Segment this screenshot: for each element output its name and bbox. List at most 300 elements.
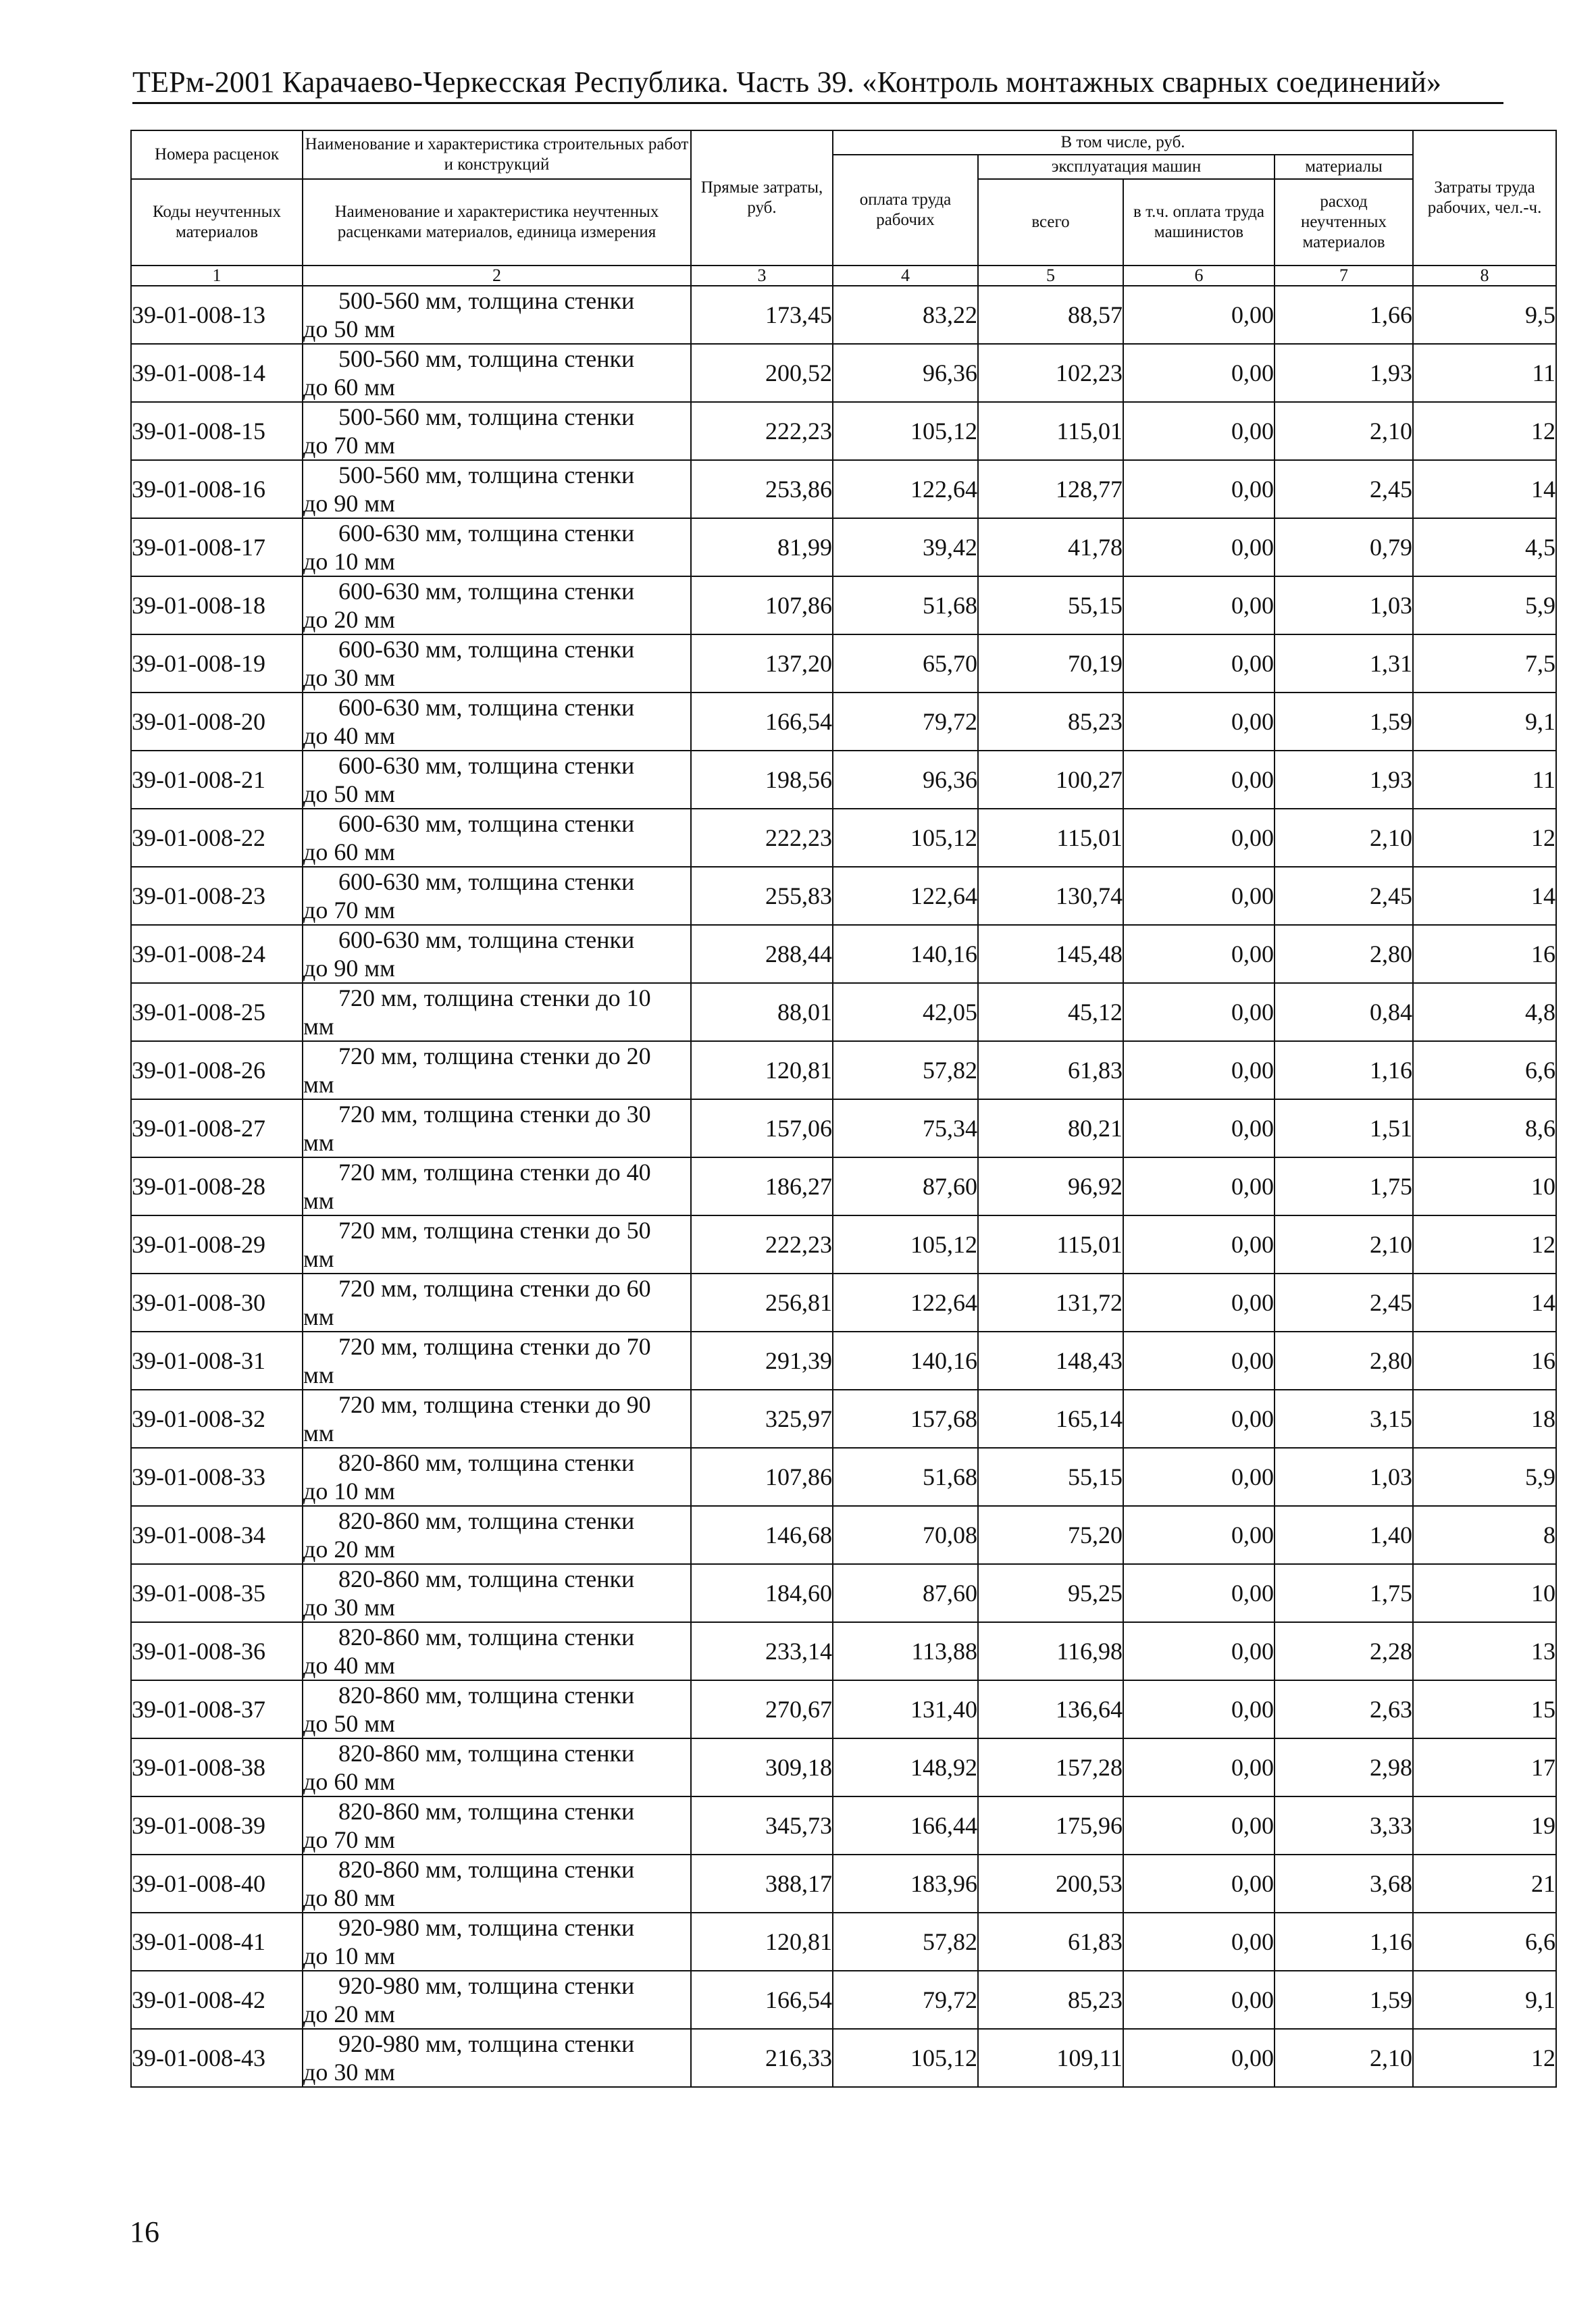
materials-consumption: 1,16 xyxy=(1275,1041,1413,1099)
machinists-pay: 0,00 xyxy=(1123,1738,1275,1796)
description-line-2: до 40 мм xyxy=(303,722,395,749)
direct-costs: 222,23 xyxy=(691,1215,833,1274)
labor-pay: 113,88 xyxy=(833,1622,978,1680)
machines-total: 41,78 xyxy=(978,518,1123,576)
table-row xyxy=(131,402,1556,460)
description-line-2: до 30 мм xyxy=(303,2059,395,2086)
direct-costs: 222,23 xyxy=(691,402,833,460)
description-line-2: мм xyxy=(303,1245,334,1272)
direct-costs: 166,54 xyxy=(691,693,833,751)
machinists-pay: 0,00 xyxy=(1123,1796,1275,1855)
header-labor-pay: оплата труда рабочих xyxy=(833,155,978,266)
materials-consumption: 3,15 xyxy=(1275,1390,1413,1448)
description-line-2: мм xyxy=(303,1071,334,1098)
work-description xyxy=(303,1564,691,1622)
description-line-2: мм xyxy=(303,1419,334,1447)
rate-code: 39-01-008-20 xyxy=(131,693,303,751)
machinists-pay: 0,00 xyxy=(1123,1855,1275,1913)
work-description xyxy=(303,693,691,751)
work-description xyxy=(303,1506,691,1564)
description-line-1: 820-860 мм, толщина стенки xyxy=(338,1507,635,1534)
labor-pay: 79,72 xyxy=(833,1971,978,2029)
rate-code: 39-01-008-17 xyxy=(131,518,303,576)
description-line-1: 820-860 мм, толщина стенки xyxy=(338,1624,635,1651)
machines-total: 100,27 xyxy=(978,751,1123,809)
rate-code: 39-01-008-18 xyxy=(131,576,303,634)
work-description xyxy=(303,576,691,634)
direct-costs: 233,14 xyxy=(691,1622,833,1680)
direct-costs: 146,68 xyxy=(691,1506,833,1564)
direct-costs: 81,99 xyxy=(691,518,833,576)
machines-total: 136,64 xyxy=(978,1680,1123,1738)
labor-hours: 9,5 xyxy=(1413,286,1556,344)
direct-costs: 157,06 xyxy=(691,1099,833,1157)
description-line-1: 720 мм, толщина стенки до 30 xyxy=(338,1101,651,1128)
description-line-1: 600-630 мм, толщина стенки xyxy=(338,578,635,605)
description-line-2: до 60 мм xyxy=(303,1768,395,1795)
header-materials-group: материалы xyxy=(1275,155,1413,179)
direct-costs: 107,86 xyxy=(691,1448,833,1506)
rate-code: 39-01-008-38 xyxy=(131,1738,303,1796)
description-line-1: 820-860 мм, толщина стенки xyxy=(338,1682,635,1709)
materials-consumption: 2,80 xyxy=(1275,1332,1413,1390)
description-line-1: 720 мм, толщина стенки до 90 xyxy=(338,1391,651,1418)
machinists-pay: 0,00 xyxy=(1123,1390,1275,1448)
table-row xyxy=(131,867,1556,925)
machinists-pay: 0,00 xyxy=(1123,402,1275,460)
column-number: 8 xyxy=(1413,266,1556,286)
table-row xyxy=(131,1855,1556,1913)
column-numbers-row xyxy=(131,266,1556,286)
column-number: 3 xyxy=(691,266,833,286)
materials-consumption: 1,93 xyxy=(1275,751,1413,809)
machinists-pay: 0,00 xyxy=(1123,925,1275,983)
rate-code: 39-01-008-28 xyxy=(131,1157,303,1215)
labor-pay: 157,68 xyxy=(833,1390,978,1448)
machinists-pay: 0,00 xyxy=(1123,809,1275,867)
labor-pay: 42,05 xyxy=(833,983,978,1041)
materials-consumption: 1,03 xyxy=(1275,1448,1413,1506)
machinists-pay: 0,00 xyxy=(1123,576,1275,634)
labor-hours: 12 xyxy=(1413,402,1556,460)
description-line-2: до 10 мм xyxy=(303,548,395,575)
description-line-1: 820-860 мм, толщина стенки xyxy=(338,1856,635,1883)
materials-consumption: 1,59 xyxy=(1275,1971,1413,2029)
description-line-1: 820-860 мм, толщина стенки xyxy=(338,1449,635,1476)
description-line-1: 600-630 мм, толщина стенки xyxy=(338,520,635,547)
table-row xyxy=(131,1274,1556,1332)
machines-total: 70,19 xyxy=(978,634,1123,693)
machines-total: 200,53 xyxy=(978,1855,1123,1913)
rate-code: 39-01-008-40 xyxy=(131,1855,303,1913)
labor-hours: 14 xyxy=(1413,460,1556,518)
description-line-2: до 90 мм xyxy=(303,490,395,517)
labor-hours: 15 xyxy=(1413,1680,1556,1738)
description-line-2: мм xyxy=(303,1129,334,1156)
rates-table xyxy=(130,130,1557,2088)
header-work-name: Наименование и характеристика строительных работ и конструкций xyxy=(303,130,691,179)
rate-code: 39-01-008-43 xyxy=(131,2029,303,2087)
direct-costs: 198,56 xyxy=(691,751,833,809)
rate-code: 39-01-008-35 xyxy=(131,1564,303,1622)
table-row xyxy=(131,1041,1556,1099)
labor-hours: 7,5 xyxy=(1413,634,1556,693)
table-row xyxy=(131,1099,1556,1157)
title-rule xyxy=(132,102,1503,104)
page-number: 16 xyxy=(130,2215,159,2248)
direct-costs: 255,83 xyxy=(691,867,833,925)
materials-consumption: 1,75 xyxy=(1275,1564,1413,1622)
work-description xyxy=(303,1913,691,1971)
labor-hours: 12 xyxy=(1413,1215,1556,1274)
machines-total: 88,57 xyxy=(978,286,1123,344)
labor-pay: 166,44 xyxy=(833,1796,978,1855)
table-body xyxy=(131,266,1556,2087)
machinists-pay: 0,00 xyxy=(1123,634,1275,693)
description-line-1: 500-560 мм, толщина стенки xyxy=(338,345,635,372)
rate-code: 39-01-008-32 xyxy=(131,1390,303,1448)
machines-total: 115,01 xyxy=(978,809,1123,867)
work-description xyxy=(303,983,691,1041)
description-line-1: 820-860 мм, толщина стенки xyxy=(338,1565,635,1592)
materials-consumption: 1,59 xyxy=(1275,693,1413,751)
header-labor-hours: Затраты труда рабочих, чел.-ч. xyxy=(1413,130,1556,266)
direct-costs: 88,01 xyxy=(691,983,833,1041)
table-row xyxy=(131,1796,1556,1855)
labor-pay: 65,70 xyxy=(833,634,978,693)
labor-hours: 8 xyxy=(1413,1506,1556,1564)
materials-consumption: 0,79 xyxy=(1275,518,1413,576)
rate-code: 39-01-008-13 xyxy=(131,286,303,344)
work-description xyxy=(303,518,691,576)
labor-pay: 51,68 xyxy=(833,576,978,634)
table-row xyxy=(131,1506,1556,1564)
rate-code: 39-01-008-22 xyxy=(131,809,303,867)
machinists-pay: 0,00 xyxy=(1123,518,1275,576)
labor-hours: 11 xyxy=(1413,344,1556,402)
column-number: 4 xyxy=(833,266,978,286)
machines-total: 175,96 xyxy=(978,1796,1123,1855)
machinists-pay: 0,00 xyxy=(1123,1622,1275,1680)
table-row xyxy=(131,460,1556,518)
column-number: 2 xyxy=(303,266,691,286)
rate-code: 39-01-008-19 xyxy=(131,634,303,693)
description-line-2: до 70 мм xyxy=(303,1826,395,1853)
labor-pay: 140,16 xyxy=(833,1332,978,1390)
header-machines-group: эксплуатация машин xyxy=(978,155,1275,179)
direct-costs: 288,44 xyxy=(691,925,833,983)
labor-hours: 11 xyxy=(1413,751,1556,809)
machinists-pay: 0,00 xyxy=(1123,1971,1275,2029)
description-line-2: до 60 мм xyxy=(303,838,395,865)
direct-costs: 222,23 xyxy=(691,809,833,867)
rate-code: 39-01-008-25 xyxy=(131,983,303,1041)
header-material-codes: Коды неучтенных материалов xyxy=(131,179,303,266)
rate-code: 39-01-008-23 xyxy=(131,867,303,925)
machines-total: 61,83 xyxy=(978,1041,1123,1099)
machines-total: 45,12 xyxy=(978,983,1123,1041)
machinists-pay: 0,00 xyxy=(1123,1564,1275,1622)
labor-hours: 5,9 xyxy=(1413,576,1556,634)
direct-costs: 186,27 xyxy=(691,1157,833,1215)
page-title: ТЕРм-2001 Карачаево-Черкесская Республика. Часть 39. «Контроль монтажных сварных соединений» xyxy=(132,66,1442,99)
work-description xyxy=(303,634,691,693)
labor-hours: 16 xyxy=(1413,1332,1556,1390)
table-row xyxy=(131,1448,1556,1506)
work-description xyxy=(303,1448,691,1506)
labor-pay: 70,08 xyxy=(833,1506,978,1564)
direct-costs: 216,33 xyxy=(691,2029,833,2087)
work-description xyxy=(303,402,691,460)
description-line-2: до 50 мм xyxy=(303,1710,395,1737)
description-line-2: до 10 мм xyxy=(303,1478,395,1505)
materials-consumption: 2,10 xyxy=(1275,1215,1413,1274)
machines-total: 131,72 xyxy=(978,1274,1123,1332)
table-header xyxy=(131,130,1556,266)
table-row xyxy=(131,1913,1556,1971)
rate-code: 39-01-008-33 xyxy=(131,1448,303,1506)
materials-consumption: 1,03 xyxy=(1275,576,1413,634)
direct-costs: 120,81 xyxy=(691,1041,833,1099)
work-description xyxy=(303,460,691,518)
table-row xyxy=(131,518,1556,576)
work-description xyxy=(303,1971,691,2029)
work-description xyxy=(303,1099,691,1157)
rate-code: 39-01-008-31 xyxy=(131,1332,303,1390)
labor-hours: 17 xyxy=(1413,1738,1556,1796)
rate-code: 39-01-008-16 xyxy=(131,460,303,518)
labor-hours: 8,6 xyxy=(1413,1099,1556,1157)
labor-pay: 183,96 xyxy=(833,1855,978,1913)
labor-pay: 105,12 xyxy=(833,2029,978,2087)
header-machines-total: всего xyxy=(978,179,1123,266)
labor-hours: 12 xyxy=(1413,2029,1556,2087)
machines-total: 61,83 xyxy=(978,1913,1123,1971)
work-description xyxy=(303,1215,691,1274)
materials-consumption: 2,45 xyxy=(1275,867,1413,925)
materials-consumption: 2,10 xyxy=(1275,2029,1413,2087)
work-description xyxy=(303,1622,691,1680)
work-description xyxy=(303,751,691,809)
materials-consumption: 2,45 xyxy=(1275,1274,1413,1332)
table-row xyxy=(131,344,1556,402)
labor-pay: 105,12 xyxy=(833,402,978,460)
description-line-1: 920-980 мм, толщина стенки xyxy=(338,1914,635,1941)
machinists-pay: 0,00 xyxy=(1123,1215,1275,1274)
description-line-2: до 90 мм xyxy=(303,955,395,982)
labor-pay: 122,64 xyxy=(833,460,978,518)
description-line-2: до 20 мм xyxy=(303,1536,395,1563)
header-including: В том числе, руб. xyxy=(833,130,1413,155)
direct-costs: 270,67 xyxy=(691,1680,833,1738)
machinists-pay: 0,00 xyxy=(1123,286,1275,344)
work-description xyxy=(303,1680,691,1738)
labor-hours: 10 xyxy=(1413,1564,1556,1622)
materials-consumption: 2,45 xyxy=(1275,460,1413,518)
work-description xyxy=(303,1041,691,1099)
work-description xyxy=(303,2029,691,2087)
materials-consumption: 1,31 xyxy=(1275,634,1413,693)
header-rate-numbers: Номера расценок xyxy=(131,130,303,179)
description-line-2: до 50 мм xyxy=(303,316,395,343)
column-number: 5 xyxy=(978,266,1123,286)
direct-costs: 173,45 xyxy=(691,286,833,344)
table-row xyxy=(131,1564,1556,1622)
machines-total: 55,15 xyxy=(978,1448,1123,1506)
labor-pay: 79,72 xyxy=(833,693,978,751)
materials-consumption: 1,16 xyxy=(1275,1913,1413,1971)
labor-hours: 4,5 xyxy=(1413,518,1556,576)
direct-costs: 200,52 xyxy=(691,344,833,402)
labor-pay: 51,68 xyxy=(833,1448,978,1506)
rate-code: 39-01-008-27 xyxy=(131,1099,303,1157)
work-description xyxy=(303,809,691,867)
labor-pay: 122,64 xyxy=(833,867,978,925)
work-description xyxy=(303,1390,691,1448)
labor-pay: 96,36 xyxy=(833,751,978,809)
direct-costs: 291,39 xyxy=(691,1332,833,1390)
rate-code: 39-01-008-42 xyxy=(131,1971,303,2029)
description-line-1: 720 мм, толщина стенки до 70 xyxy=(338,1333,651,1360)
machines-total: 75,20 xyxy=(978,1506,1123,1564)
work-description xyxy=(303,1796,691,1855)
description-line-2: до 20 мм xyxy=(303,606,395,633)
description-line-1: 920-980 мм, толщина стенки xyxy=(338,1972,635,1999)
work-description xyxy=(303,344,691,402)
table-row xyxy=(131,751,1556,809)
labor-pay: 87,60 xyxy=(833,1157,978,1215)
column-number: 1 xyxy=(131,266,303,286)
direct-costs: 325,97 xyxy=(691,1390,833,1448)
rate-code: 39-01-008-24 xyxy=(131,925,303,983)
materials-consumption: 1,51 xyxy=(1275,1099,1413,1157)
materials-consumption: 3,68 xyxy=(1275,1855,1413,1913)
description-line-2: до 10 мм xyxy=(303,1942,395,1969)
description-line-2: до 70 мм xyxy=(303,897,395,924)
description-line-1: 720 мм, толщина стенки до 60 xyxy=(338,1275,651,1302)
direct-costs: 184,60 xyxy=(691,1564,833,1622)
column-number: 7 xyxy=(1275,266,1413,286)
description-line-1: 600-630 мм, толщина стенки xyxy=(338,868,635,895)
labor-pay: 83,22 xyxy=(833,286,978,344)
rate-code: 39-01-008-34 xyxy=(131,1506,303,1564)
header-machinists-pay: в т.ч. оплата труда машинистов xyxy=(1123,179,1275,266)
machines-total: 115,01 xyxy=(978,1215,1123,1274)
description-line-1: 820-860 мм, толщина стенки xyxy=(338,1798,635,1825)
labor-hours: 13 xyxy=(1413,1622,1556,1680)
work-description xyxy=(303,1738,691,1796)
description-line-1: 600-630 мм, толщина стенки xyxy=(338,926,635,953)
labor-pay: 96,36 xyxy=(833,344,978,402)
header-direct-costs: Прямые затраты, руб. xyxy=(691,130,833,266)
machinists-pay: 0,00 xyxy=(1123,983,1275,1041)
direct-costs: 345,73 xyxy=(691,1796,833,1855)
machinists-pay: 0,00 xyxy=(1123,1913,1275,1971)
description-line-1: 500-560 мм, толщина стенки xyxy=(338,461,635,488)
machinists-pay: 0,00 xyxy=(1123,1448,1275,1506)
labor-pay: 148,92 xyxy=(833,1738,978,1796)
labor-pay: 140,16 xyxy=(833,925,978,983)
materials-consumption: 2,10 xyxy=(1275,809,1413,867)
description-line-2: до 70 мм xyxy=(303,432,395,459)
table-row xyxy=(131,1390,1556,1448)
labor-pay: 105,12 xyxy=(833,1215,978,1274)
direct-costs: 256,81 xyxy=(691,1274,833,1332)
description-line-1: 720 мм, толщина стенки до 10 xyxy=(338,984,651,1011)
rate-code: 39-01-008-36 xyxy=(131,1622,303,1680)
machinists-pay: 0,00 xyxy=(1123,751,1275,809)
rate-code: 39-01-008-29 xyxy=(131,1215,303,1274)
labor-hours: 14 xyxy=(1413,1274,1556,1332)
description-line-2: до 30 мм xyxy=(303,1594,395,1621)
machines-total: 85,23 xyxy=(978,1971,1123,2029)
direct-costs: 120,81 xyxy=(691,1913,833,1971)
description-line-1: 500-560 мм, толщина стенки xyxy=(338,403,635,430)
materials-consumption: 1,40 xyxy=(1275,1506,1413,1564)
table-row xyxy=(131,286,1556,344)
labor-pay: 75,34 xyxy=(833,1099,978,1157)
machines-total: 145,48 xyxy=(978,925,1123,983)
direct-costs: 253,86 xyxy=(691,460,833,518)
work-description xyxy=(303,1157,691,1215)
machines-total: 157,28 xyxy=(978,1738,1123,1796)
table-row xyxy=(131,2029,1556,2087)
table-row xyxy=(131,634,1556,693)
description-line-2: до 40 мм xyxy=(303,1652,395,1679)
machines-total: 95,25 xyxy=(978,1564,1123,1622)
materials-consumption: 2,63 xyxy=(1275,1680,1413,1738)
work-description xyxy=(303,1274,691,1332)
description-line-1: 720 мм, толщина стенки до 40 xyxy=(338,1159,651,1186)
table-row xyxy=(131,576,1556,634)
rate-code: 39-01-008-30 xyxy=(131,1274,303,1332)
machines-total: 80,21 xyxy=(978,1099,1123,1157)
column-number: 6 xyxy=(1123,266,1275,286)
machines-total: 130,74 xyxy=(978,867,1123,925)
header-materials-consumption: расход неучтенных материалов xyxy=(1275,179,1413,266)
labor-hours: 10 xyxy=(1413,1157,1556,1215)
rate-code: 39-01-008-26 xyxy=(131,1041,303,1099)
rate-code: 39-01-008-41 xyxy=(131,1913,303,1971)
materials-consumption: 0,84 xyxy=(1275,983,1413,1041)
rate-code: 39-01-008-21 xyxy=(131,751,303,809)
table-row xyxy=(131,809,1556,867)
header-material-name: Наименование и характеристика неучтенных расценками материалов, единица измерения xyxy=(303,179,691,266)
machines-total: 116,98 xyxy=(978,1622,1123,1680)
rate-code: 39-01-008-15 xyxy=(131,402,303,460)
direct-costs: 107,86 xyxy=(691,576,833,634)
table-row xyxy=(131,1332,1556,1390)
work-description xyxy=(303,286,691,344)
table-row xyxy=(131,925,1556,983)
materials-consumption: 2,98 xyxy=(1275,1738,1413,1796)
machines-total: 109,11 xyxy=(978,2029,1123,2087)
table-row xyxy=(131,983,1556,1041)
description-line-2: до 20 мм xyxy=(303,2001,395,2028)
table-row xyxy=(131,1215,1556,1274)
materials-consumption: 1,66 xyxy=(1275,286,1413,344)
labor-hours: 6,6 xyxy=(1413,1913,1556,1971)
labor-hours: 9,1 xyxy=(1413,1971,1556,2029)
table-row xyxy=(131,1622,1556,1680)
labor-hours: 4,8 xyxy=(1413,983,1556,1041)
materials-consumption: 3,33 xyxy=(1275,1796,1413,1855)
labor-pay: 105,12 xyxy=(833,809,978,867)
description-line-2: до 60 мм xyxy=(303,374,395,401)
materials-consumption: 1,93 xyxy=(1275,344,1413,402)
machinists-pay: 0,00 xyxy=(1123,1041,1275,1099)
labor-pay: 57,82 xyxy=(833,1913,978,1971)
